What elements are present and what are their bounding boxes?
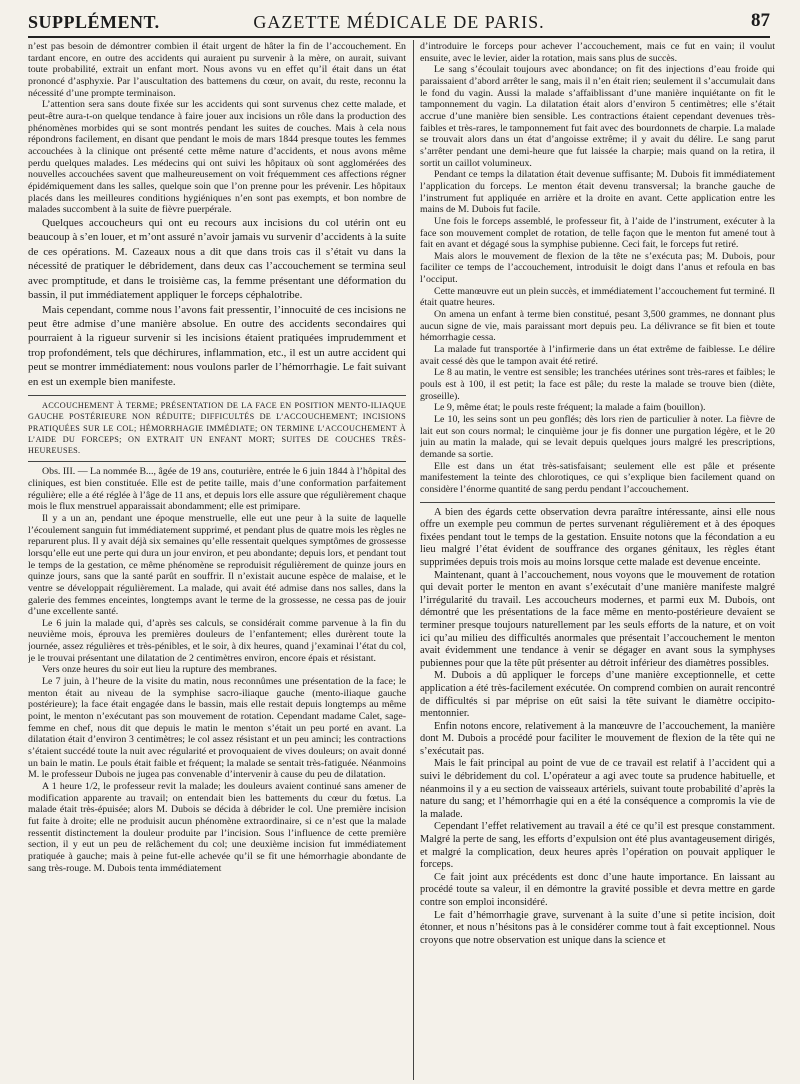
paragraph: Le fait d’hémorrhagie grave, survenant à la suite d’une si petite incision, doit étonner, et nous n’hésitons pas à le considérer comme tout à fait exceptionnel. Nous croyons que notre observation est unique dans la science et: [420, 909, 775, 946]
header-rule: [28, 36, 770, 38]
page-number: 87: [751, 10, 770, 31]
paragraph: Une fois le forceps assemblé, le professeur fit, à l’aide de l’instrument, exécuter à la face son mouvement complet de rotation, de telle façon que le menton fut amené tout à fait en avant et dégagé sous la symphise pubienne. Ceci fait, le forceps fut retiré.: [420, 215, 775, 251]
paragraph: On amena un enfant à terme bien constitué, pesant 3,500 grammes, ne donnant plus aucun signe de vie, mais paraissant mort depuis peu. La délivrance se fit bien et toute hémorrhagie cessa.: [420, 309, 775, 344]
paragraph: A bien des égards cette observation devra paraître intéressante, ainsi elle nous offre un exemple peu commun de pertes survenant régulièrement et à des époques fixées pendant tout le temps de la gestation. Ensuite notons que la fécondation a eu lieu malgré l’état évident de souffrance des organes génitaux, les règles étant supprimées depuis trois mois au moins lorsque cette malade est devenue enceinte.: [420, 506, 775, 568]
paragraph: Mais alors le mouvement de flexion de la tête ne s’exécuta pas; M. Dubois, pour faciliter ce temps de l’accouchement, introduisit le doigt dans l’anus et refoula en bas l’occiput.: [420, 250, 775, 286]
section-divider: [28, 461, 406, 462]
paragraph: Maintenant, quant à l’accouchement, nous voyons que le mouvement de rotation qui devait porter le menton en avant s’exécutait d’une manière manifeste malgré l’irrégularité du travail. Les accoucheurs modernes, et parmi eux M. Dubois, ont démontré que les présentations de la face même en mento-postérieure devaient se terminer presque toujours naturellement par les seuls efforts de la nature, et on voit ici qu’au milieu des difficultés anormales que présentait l’accouchement le menton avait évidemment une tendance à venir se dégager en avant sous la symphyses pubiennes pour que la tête pût présenter au détroit inférieur des diamètres possibles.: [420, 569, 775, 669]
paragraph: L’attention sera sans doute fixée sur les accidents qui sont survenus chez cette malade, et peut-être aura-t-on quelque tendance à faire jouer aux incisions un rôle dans la production des phénomènes morbides qui se sont montrés pendant les suites de couches. Mais à cela nous répondrons facilement, en disant que pendant le mois de mars 1844 presque toutes les femmes accouchées à la clinique ont présenté cette même nature d’accidents, et nous avons même perdu quelques malades. Les médecins qui ont suivi les hôpitaux où sont agglomérées des nouvelles accouchées savent que malheureusement on voit fréquemment ces affections régner épidémiquement dans les salles, quelque soin que l’on prenne pour les prévenir. Les hôpitaux placés dans les meilleures conditions hygiéniques n’en sont pas exempts, et bon nombre de malades succombent à la suite de fièvre puerpérale.: [28, 99, 406, 216]
paragraph: Cette manœuvre eut un plein succès, et immédiatement l’accouchement fut terminé. Il était quatre heures.: [420, 285, 775, 309]
paragraph: d’introduire le forceps pour achever l’accouchement, mais ce fut en vain; il voulut ensuite, avec le levier, aider la rotation, mais sans plus de succès.: [420, 41, 775, 64]
journal-title: GAZETTE MÉDICALE DE PARIS.: [253, 12, 545, 32]
page-header: [28, 8, 770, 34]
column-divider: [413, 40, 414, 1080]
paragraph: Mais cependant, comme nous l’avons fait pressentir, l’innocuité de ces incisions ne peut être admise d’une manière absolue. En outre des accidents secondaires qui pourraient à la rigueur survenir si les incisions étaient pratiquées imprudemment et trop profondément, tels que déchirures, inflammation, etc., il est un autre accident qui peut se montrer immédiatement: nous voulons parler de l’hémorrhagie. Le fait suivant en est un exemple bien manifeste.: [28, 303, 406, 388]
case-title: ACCOUCHEMENT À TERME; PRÉSENTATION DE LA FACE EN POSITION MENTO-ILIAQUE GAUCHE POSTÉRIEURE NON RÉDUITE; DIFFICULTÉS DE L’ACCOUCHEMENT; INCISIONS PRATIQUÉES SUR LE COL; HÉMORRHAGIE IMMÉDIATE; ON TERMINE L’ACCOUCHEMENT À L’AIDE DU FORCEPS; ON EXTRAIT UN ENFANT MORT; SUITES DE COUCHES TRÈS-HEUREUSES.: [28, 401, 406, 456]
paragraph: Pendant ce temps la dilatation était devenue suffisante; M. Dubois fit immédiatement l’application du forceps. Le menton était devenu transversal; la branche gauche de l’instrument fut appliquée en arrière et la droite en avant. Cette application entre les mains de M. Dubois fut facile.: [420, 169, 775, 216]
paragraph: Le 9, même état; le pouls reste fréquent; la malade a faim (bouillon).: [434, 402, 706, 414]
paragraph: Vers onze heures du soir eut lieu la rupture des membranes.: [42, 664, 278, 676]
paragraph: La malade fut transportée à l’infirmerie dans un état extrême de faiblesse. Le délire avait cessé dès que le tampon avait été retiré.: [420, 344, 775, 367]
paragraph: Le 7 juin, à l’heure de la visite du matin, nous reconnûmes une présentation de la face; le menton était au niveau de la symphise sacro-iliaque gauche (mento-iliaque gauche postérieure); la face était engagée dans le bassin, mais elle restait depuis longtemps au même point, le menton n’exécutant pas son mouvement de rotation. Cependant madame Calet, sage-femme en chef, nous dit que depuis le matin le menton s’était un peu porté en avant. La dilatation était d’environ 3 centimètres; le col assez résistant et un peu aminci; les contractions s’étaient succédé toute la nuit avec régularité et provoquaient de vives douleurs; on avait donné un bain le matin. Le pouls était faible et fréquent; la malade se sentait très-fatiguée. Néanmoins M. le professeur Dubois ne jugea pas convenable d’intervenir à cause du peu de dilatation.: [28, 676, 406, 781]
supplement-label: SUPPLÉMENT.: [28, 12, 160, 32]
paragraph: Il y a un an, pendant une époque menstruelle, elle eut une peur à la suite de laquelle l’écoulement sanguin fut immédiatement supprimé, et pendant plus de quatre mois les règles ne reparurent plus. Il y avait déjà six semaines qu’elle ressentait quelques symptômes de grossesse lorsqu’elle eut une perte qui dura un jour environ, et peu abondante; depuis lors, et pendant tout le temps de la gestation, ce même phénomène se reproduisit régulièrement de quinze jours en quinze jours, sans que la santé parût en souffrir. Il n’existait aucune espèce de malaise, et le ventre se développait régulièrement. La malade, qui avait été admise dans nos salles, dans la galerie des femmes enceintes, longtemps avant le terme de la grossesse, ne cessa pas de jouir d’une excellente santé.: [28, 512, 406, 618]
section-divider: [28, 395, 406, 396]
left-column: [28, 41, 406, 1081]
paragraph: Enfin notons encore, relativement à la manœuvre de l’accouchement, la manière dont M. Dubois a procédé pour faciliter le mouvement de flexion de la tête qui ne s’exécutait pas.: [420, 720, 775, 757]
right-column: [420, 41, 775, 1081]
section-divider: [420, 502, 775, 503]
paragraph: n’est pas besoin de démontrer combien il était urgent de hâter la fin de l’accouchement. En tardant encore, en outre des accidents qui auraient pu survenir à la mère, on aurait, suivant toute probabilité, extrait un enfant mort. Nous avons vu en effet qu’il était dans un état prononcé d’asphyxie. Par l’auscultation des battemens du cœur, on avait, du reste, reconnu la nécessité d’une prompte terminaison.: [28, 41, 406, 99]
paragraph: Le 8 au matin, le ventre est sensible; les tranchées utérines sont très-rares et faibles; le pouls est à 100, il est petit; la face est pâle; du reste la malade se trouve bien (diète, groseille).: [420, 367, 775, 402]
paragraph: Quelques accoucheurs qui ont eu recours aux incisions du col utérin ont eu beaucoup à s’en louer, et m’ont assuré n’avoir jamais vu survenir d’accidents à la suite de ces opérations. M. Cazeaux nous a dit que dans trois cas il s’était vu dans la nécessité de pratiquer le débridement, dans deux cas l’accouchement se termina seul avec promptitude, et dans le troisième cas, la femme présentant une déformation du bassin, il put immédiatement appliquer le forceps céphalotribe.: [28, 216, 406, 302]
paragraph: Le 6 juin la malade qui, d’après ses calculs, se considérait comme parvenue à la fin du neuvième mois, éprouva les premières douleurs de l’enfantement; elles durèrent toute la journée, assez régulières et très-pénibles, et le soir, à dix heures, quand j’examinai l’état du col, je le trouvai présentant une dilatation de 2 centimètres environ, encore épais et résistant.: [28, 617, 406, 664]
paragraph: Le 10, les seins sont un peu gonflés; dès lors rien de particulier à noter. La fièvre de lait eut son cours normal; le cinquième jour je fis donner une purgation légère, et le 20 juin au matin la malade, qui se levait depuis quelques jours malgré les prescriptions, demande sa sortie.: [420, 414, 775, 460]
paragraph: Ce fait joint aux précédents est donc d’une haute importance. En laissant au procédé toute sa valeur, il en démontre la gravité possible et devra mettre en garde contre son emploi inconsidéré.: [420, 871, 775, 908]
paragraph: Obs. III. — La nommée B..., âgée de 19 ans, couturière, entrée le 6 juin 1844 à l’hôpital des cliniques, est bien constituée. Elle est de petite taille, mais d’une conformation parfaitement régulière; elle a été réglée à l’âge de 11 ans, et depuis lors elle assure que régulièrement chaque mois le flux menstruel apparaissait abondamment; elle est primipare.: [28, 466, 406, 513]
paragraph: M. Dubois a dû appliquer le forceps d’une manière exceptionnelle, et cette application a été très-facilement exécutée. On comprend combien on aurait rencontré de difficultés si par méprise on eût saisi la tête suivant le diamètre occipito-mentonnier.: [420, 670, 775, 720]
paragraph: Mais le fait principal au point de vue de ce travail est relatif à l’accident qui a suivi le débridement du col. L’opérateur a agi avec toute sa prudence habituelle, et néanmoins il y a eu section de vaisseaux artériels, suivant toute probabilité d’après la nature du sang; et l’hémorrhagie qui en a été la conséquence a compromis la vie de la malade.: [420, 758, 775, 820]
paragraph: Cependant l’effet relativement au travail a été ce qu’il est presque constamment. Malgré la perte de sang, les efforts d’expulsion ont été plus avantageusement dirigés, et malgré la complication, deux heures après l’opération on pouvait appliquer le forceps.: [420, 821, 775, 871]
paragraph: Le sang s’écoulait toujours avec abondance; on fit des injections d’eau froide qui paraissaient d’abord arrêter le sang, mais il n’en était rien; seulement il s’accumulait dans le fond du vagin. Aussi la malade s’affaiblissant d’une manière inquiétante on fit le tamponnement du vagin. La dilatation était alors d’environ 5 centimètres; elle s’était accrue d’une manière bien sensible. Les contractions étaient cependant devenues très-faibles et très-rares, le tamponnement fut fait avec des bourdonnets de charpie. La malade se trouvait alors dans un état d’angoisse extrême; il y avait du délire. Le sang parut s’arrêter pendant une demi-heure que fut laissée la charpie; mais quand on la retira, il sortit un caillot volumineux.: [420, 64, 775, 169]
paragraph: Elle est dans un état très-satisfaisant; seulement elle est pâle et présente manifestement la teinte des chlorotiques, ce qui s’explique bien facilement quand on considère l’énorme quantité de sang perdu pendant l’accouchement.: [420, 460, 775, 495]
paragraph: A 1 heure 1/2, le professeur revit la malade; les douleurs avaient continué sans amener de modification apparente au travail; on entendait bien les battements du cœur du fœtus. La malade était très-épuisée; alors M. Dubois se décida à débrider le col. Une première incision fut faite à droite; elle ne produisit aucun phénomène extraordinaire, si ce n’est que la malade ressentit distinctement la douleur produite par l’incision. Sous l’influence de cette première section, il y eut un peu de relâchement du col; une deuxième incision fut immédiatement pratiquée à gauche; mais à peine fut-elle achevée qu’il se fit une hémorrhagie abondante de sang très-rouge. M. Dubois tenta immédiatement: [28, 781, 406, 874]
